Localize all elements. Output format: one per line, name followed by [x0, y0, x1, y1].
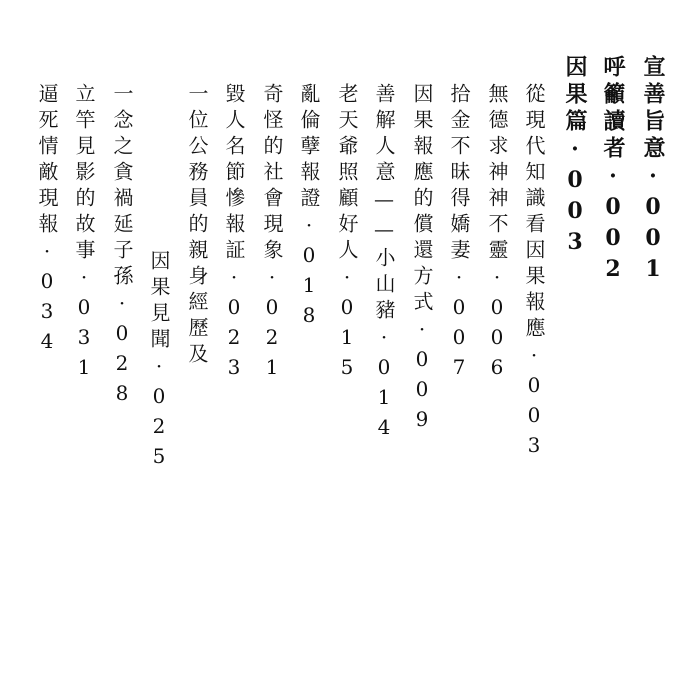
toc-entry-xuanshan-zhiyi: 宣善旨意·001: [640, 55, 666, 287]
toc-entry: 立竿見影的故事·031: [72, 83, 96, 385]
toc-entry: 毀人名節慘報証·023: [222, 83, 246, 385]
toc-entry-yinguo-pian: 因果篇·003: [562, 55, 588, 260]
toc-entry: 老天爺照顧好人·015: [335, 83, 359, 385]
toc-entry: 一念之貪禍延子孫·028: [110, 83, 134, 411]
toc-entry: 善解人意——小山豬·014: [372, 83, 396, 445]
toc-entry: 無德求神神不靈·006: [485, 83, 509, 385]
toc-entry: 拾金不昧得嬌妻·007: [447, 83, 471, 385]
toc-entry-continuation: 因果見聞·025: [147, 250, 171, 474]
toc-entry: 逼死情敵現報·034: [35, 83, 59, 359]
toc-entry-huyu-duzhe: 呼籲讀者·002: [600, 55, 626, 287]
toc-entry: 亂倫孽報證·018: [297, 83, 321, 333]
toc-entry: 從現代知識看因果報應·003: [522, 83, 546, 463]
toc-entry: 奇怪的社會現象·021: [260, 83, 284, 385]
toc-entry: 因果報應的償還方式·009: [410, 83, 434, 437]
toc-entry: 一位公務員的親身經歷及: [185, 83, 209, 369]
